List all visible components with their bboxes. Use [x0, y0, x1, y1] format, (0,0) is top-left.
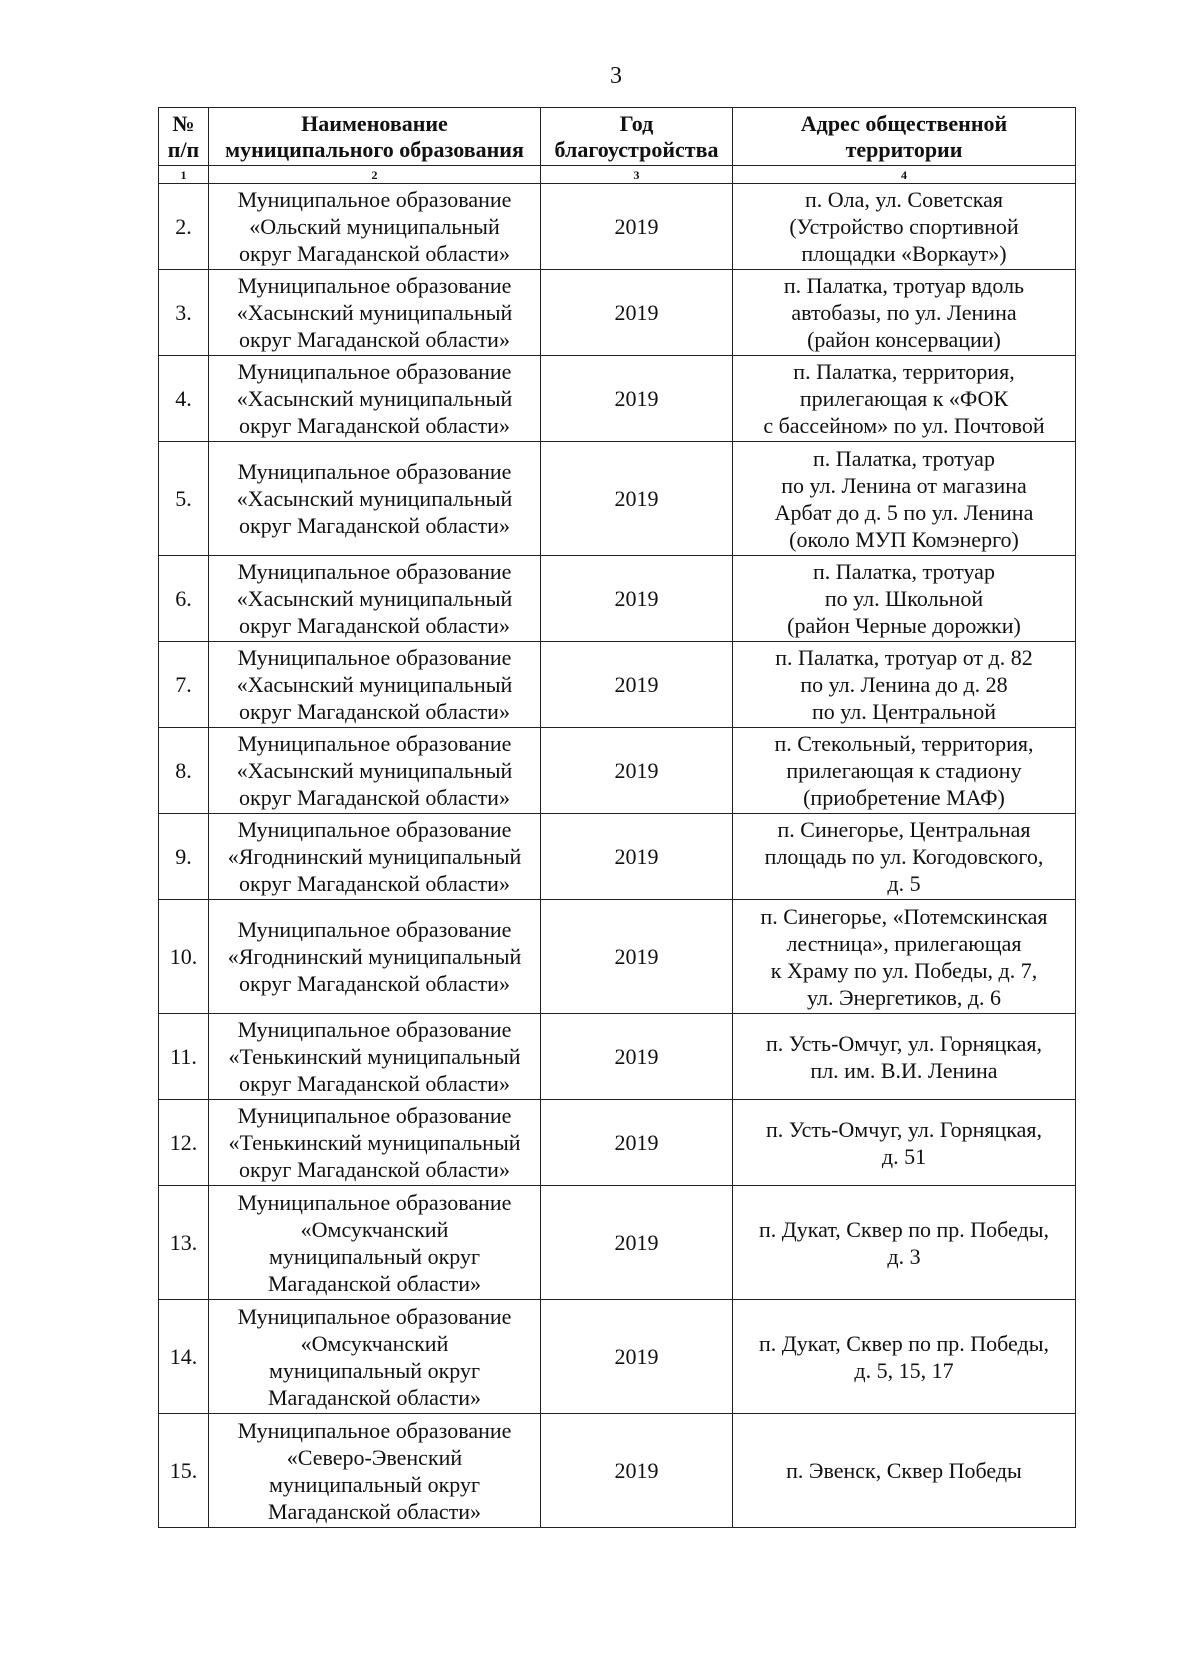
improvement-year-cell: 2019: [541, 1300, 733, 1414]
territory-address-cell: [733, 900, 1076, 1014]
table-row: [159, 556, 1076, 642]
territory-address-line: п. Палатка, территория,: [793, 359, 1015, 384]
municipality-name-line: Магаданской области»: [268, 1270, 481, 1296]
table-header-row: [159, 108, 1076, 166]
municipality-name-line: «Ольский муниципальный: [249, 214, 500, 239]
territory-address-line: п. Дукат, Сквер по пр. Победы,: [759, 1330, 1049, 1356]
municipality-name-line: «Хасынский муниципальный: [236, 672, 513, 697]
municipality-name-line: Муниципальное образование: [237, 917, 512, 942]
territory-address-line: по ул. Ленина до д. 28: [800, 672, 1008, 697]
row-number-cell: 2.: [159, 184, 209, 270]
municipality-name-cell: [209, 1014, 541, 1100]
municipality-name-cell: [209, 556, 541, 642]
territory-address-cell: [733, 556, 1076, 642]
table-row: [159, 1014, 1076, 1100]
municipality-name-cell: [209, 270, 541, 356]
territory-address-line: по ул. Школьной: [824, 586, 984, 611]
territory-address-line: лестница», прилегающая: [786, 930, 1022, 956]
municipality-name-line: округ Магаданской области»: [239, 513, 510, 538]
row-number-cell: 6.: [159, 556, 209, 642]
table-body: [159, 184, 1076, 1528]
municipality-name-line: «Хасынский муниципальный: [236, 758, 513, 783]
row-number-cell: 14.: [159, 1300, 209, 1414]
row-number-cell: 12.: [159, 1100, 209, 1186]
municipality-name-cell: [209, 1414, 541, 1528]
table-row: [159, 270, 1076, 356]
table-row: [159, 1414, 1076, 1528]
territory-address-line: к Храму по ул. Победы, д. 7,: [770, 957, 1038, 983]
municipality-name-line: «Ягоднинский муниципальный: [227, 844, 522, 869]
table-row: [159, 642, 1076, 728]
row-number-cell: 9.: [159, 814, 209, 900]
territory-address-line: п. Стекольный, территория,: [774, 731, 1034, 756]
improvement-year-cell: 2019: [541, 900, 733, 1014]
municipality-name-line: Муниципальное образование: [237, 559, 512, 584]
improvement-year-cell: 2019: [541, 642, 733, 728]
municipality-name-line: муниципальный округ: [268, 1357, 480, 1383]
territory-address-line: п. Синегорье, Центральная: [777, 817, 1031, 842]
municipality-name-line: Муниципальное образование: [237, 273, 512, 298]
table-row: [159, 1100, 1076, 1186]
header-text-line: Год: [619, 111, 654, 136]
column-number: 2: [209, 166, 541, 184]
territory-address-line: п. Усть-Омчуг, ул. Горняцкая,: [765, 1030, 1043, 1056]
territory-address-line: п. Палатка, тротуар: [813, 559, 995, 584]
improvement-year-cell: 2019: [541, 442, 733, 556]
territory-address-line: с бассейном» по ул. Почтовой: [763, 413, 1045, 438]
municipality-name-line: «Тенькинский муниципальный: [228, 1130, 521, 1155]
improvement-year-cell: 2019: [541, 1186, 733, 1300]
row-number-cell: 4.: [159, 356, 209, 442]
header-address: [733, 108, 1076, 166]
header-year: [541, 108, 733, 166]
municipality-name-line: муниципальный округ: [268, 1471, 480, 1497]
municipality-name-line: Муниципальное образование: [237, 359, 512, 384]
municipality-name-line: Муниципальное образование: [237, 1417, 512, 1443]
territory-address-line: ул. Энергетиков, д. 6: [806, 984, 1002, 1010]
municipality-name-line: «Северо-Эвенский: [286, 1444, 463, 1470]
territory-address-cell: [733, 642, 1076, 728]
municipality-name-cell: [209, 1100, 541, 1186]
municipality-name-cell: [209, 642, 541, 728]
improvement-year-cell: 2019: [541, 1100, 733, 1186]
row-number-cell: 7.: [159, 642, 209, 728]
municipal-territories-table: [158, 107, 1076, 1528]
improvement-year-cell: 2019: [541, 728, 733, 814]
municipality-name-line: Муниципальное образование: [237, 645, 512, 670]
territory-address-cell: [733, 1414, 1076, 1528]
row-number-cell: 11.: [159, 1014, 209, 1100]
municipality-name-cell: [209, 1186, 541, 1300]
territory-address-line: площадки «Воркаут»): [801, 241, 1007, 266]
territory-address-line: автобазы, по ул. Ленина: [791, 300, 1017, 325]
territory-address-line: п. Палатка, тротуар вдоль: [783, 273, 1025, 298]
municipality-name-line: «Хасынский муниципальный: [236, 586, 513, 611]
municipality-name-line: Муниципальное образование: [237, 1189, 512, 1215]
municipality-name-line: округ Магаданской области»: [239, 785, 510, 810]
row-number-cell: 15.: [159, 1414, 209, 1528]
improvement-year-cell: 2019: [541, 356, 733, 442]
header-text-line: п/п: [167, 137, 200, 162]
municipality-name-line: округ Магаданской области»: [239, 413, 510, 438]
municipality-name-line: Муниципальное образование: [237, 1017, 512, 1042]
municipality-name-line: «Омсукчанский: [300, 1216, 449, 1242]
territory-address-line: п. Эвенск, Сквер Победы: [786, 1458, 1022, 1483]
territory-address-cell: [733, 184, 1076, 270]
improvement-year-cell: 2019: [541, 1014, 733, 1100]
municipality-name-cell: [209, 814, 541, 900]
territory-address-cell: [733, 1100, 1076, 1186]
header-text-line: территории: [845, 137, 963, 162]
territory-address-line: (около МУП Комэнерго): [789, 526, 1019, 552]
header-municipality-name: [209, 108, 541, 166]
table-row: [159, 900, 1076, 1014]
territory-address-cell: [733, 1300, 1076, 1414]
territory-address-cell: [733, 728, 1076, 814]
municipality-name-line: округ Магаданской области»: [239, 1071, 510, 1096]
territory-address-cell: [733, 814, 1076, 900]
header-text-line: благоустройства: [554, 137, 719, 162]
column-number: 3: [541, 166, 733, 184]
territory-address-cell: [733, 1014, 1076, 1100]
territory-address-line: п. Палатка, тротуар: [813, 445, 995, 471]
table-row: [159, 728, 1076, 814]
territory-address-line: прилегающая к стадиону: [786, 758, 1022, 783]
improvement-year-cell: 2019: [541, 556, 733, 642]
municipality-name-cell: [209, 356, 541, 442]
page-number: 3: [610, 63, 622, 89]
row-number-cell: 8.: [159, 728, 209, 814]
territory-address-line: п. Усть-Омчуг, ул. Горняцкая,: [765, 1116, 1043, 1142]
municipality-name-line: Муниципальное образование: [237, 1303, 512, 1329]
territory-address-line: по ул. Ленина от магазина: [781, 472, 1027, 498]
municipality-name-cell: [209, 728, 541, 814]
improvement-year-cell: 2019: [541, 814, 733, 900]
municipality-name-line: округ Магаданской области»: [239, 699, 510, 724]
header-text-line: №: [172, 111, 195, 136]
territory-address-line: д. 3: [887, 1243, 921, 1269]
territory-address-cell: [733, 442, 1076, 556]
municipality-name-cell: [209, 900, 541, 1014]
territory-address-line: Арбат до д. 5 по ул. Ленина: [774, 499, 1034, 525]
territory-address-cell: [733, 356, 1076, 442]
municipality-name-line: «Хасынский муниципальный: [236, 300, 513, 325]
row-number-cell: 10.: [159, 900, 209, 1014]
municipality-name-cell: [209, 184, 541, 270]
column-number: 4: [733, 166, 1076, 184]
territory-address-cell: [733, 270, 1076, 356]
territory-address-line: п. Синегорье, «Потемскинская: [760, 903, 1048, 929]
municipality-name-line: «Ягоднинский муниципальный: [227, 944, 522, 969]
territory-address-line: д. 5: [887, 871, 921, 896]
municipality-name-line: «Хасынский муниципальный: [236, 486, 513, 511]
territory-address-line: пл. им. В.И. Ленина: [810, 1057, 998, 1083]
territory-address-line: (район Черные дорожки): [787, 613, 1021, 638]
table-row: [159, 184, 1076, 270]
column-number: 1: [159, 166, 209, 184]
municipality-name-line: Муниципальное образование: [237, 731, 512, 756]
municipality-name-line: Муниципальное образование: [237, 187, 512, 212]
territory-address-cell: [733, 1186, 1076, 1300]
municipality-name-line: округ Магаданской области»: [239, 613, 510, 638]
municipality-name-cell: [209, 1300, 541, 1414]
improvement-year-cell: 2019: [541, 270, 733, 356]
municipality-name-line: Магаданской области»: [268, 1498, 481, 1524]
table-row: [159, 442, 1076, 556]
municipality-name-line: «Тенькинский муниципальный: [228, 1044, 521, 1069]
municipality-name-line: округ Магаданской области»: [239, 1157, 510, 1182]
municipality-name-line: муниципальный округ: [268, 1243, 480, 1269]
table-row: [159, 1186, 1076, 1300]
territory-address-line: п. Дукат, Сквер по пр. Победы,: [759, 1216, 1049, 1242]
row-number-cell: 5.: [159, 442, 209, 556]
header-number: [159, 108, 209, 166]
territory-address-line: прилегающая к «ФОК: [799, 386, 1009, 411]
municipality-name-line: Магаданской области»: [268, 1384, 481, 1410]
territory-address-line: (Устройство спортивной: [789, 214, 1019, 239]
municipality-name-line: округ Магаданской области»: [239, 871, 510, 896]
improvement-year-cell: 2019: [541, 184, 733, 270]
municipality-name-line: Муниципальное образование: [237, 1103, 512, 1128]
table-row: [159, 1300, 1076, 1414]
row-number-cell: 3.: [159, 270, 209, 356]
municipality-name-line: Муниципальное образование: [237, 817, 512, 842]
territory-address-line: д. 5, 15, 17: [854, 1357, 954, 1383]
header-text-line: Адрес общественной: [800, 111, 1008, 136]
territory-address-line: площадь по ул. Когодовского,: [764, 844, 1044, 869]
territory-address-line: п. Ола, ул. Советская: [805, 187, 1003, 212]
header-text-line: Наименование: [301, 111, 448, 136]
table-row: [159, 814, 1076, 900]
territory-address-line: (приобретение МАФ): [803, 785, 1005, 810]
municipality-name-line: округ Магаданской области»: [239, 327, 510, 352]
municipality-name-cell: [209, 442, 541, 556]
municipality-name-line: «Хасынский муниципальный: [236, 386, 513, 411]
municipality-name-line: Муниципальное образование: [237, 459, 512, 484]
territory-address-line: д. 51: [881, 1143, 927, 1169]
municipality-name-line: «Омсукчанский: [300, 1330, 449, 1356]
header-text-line: муниципального образования: [225, 137, 524, 162]
improvement-year-cell: 2019: [541, 1414, 733, 1528]
row-number-cell: 13.: [159, 1186, 209, 1300]
territory-address-line: (район консервации): [807, 327, 1001, 352]
municipality-name-line: округ Магаданской области»: [239, 971, 510, 996]
territory-address-line: п. Палатка, тротуар от д. 82: [775, 645, 1033, 670]
column-number-row: [159, 166, 1076, 184]
table-row: [159, 356, 1076, 442]
municipality-name-line: округ Магаданской области»: [239, 241, 510, 266]
territory-address-line: по ул. Центральной: [811, 699, 997, 724]
